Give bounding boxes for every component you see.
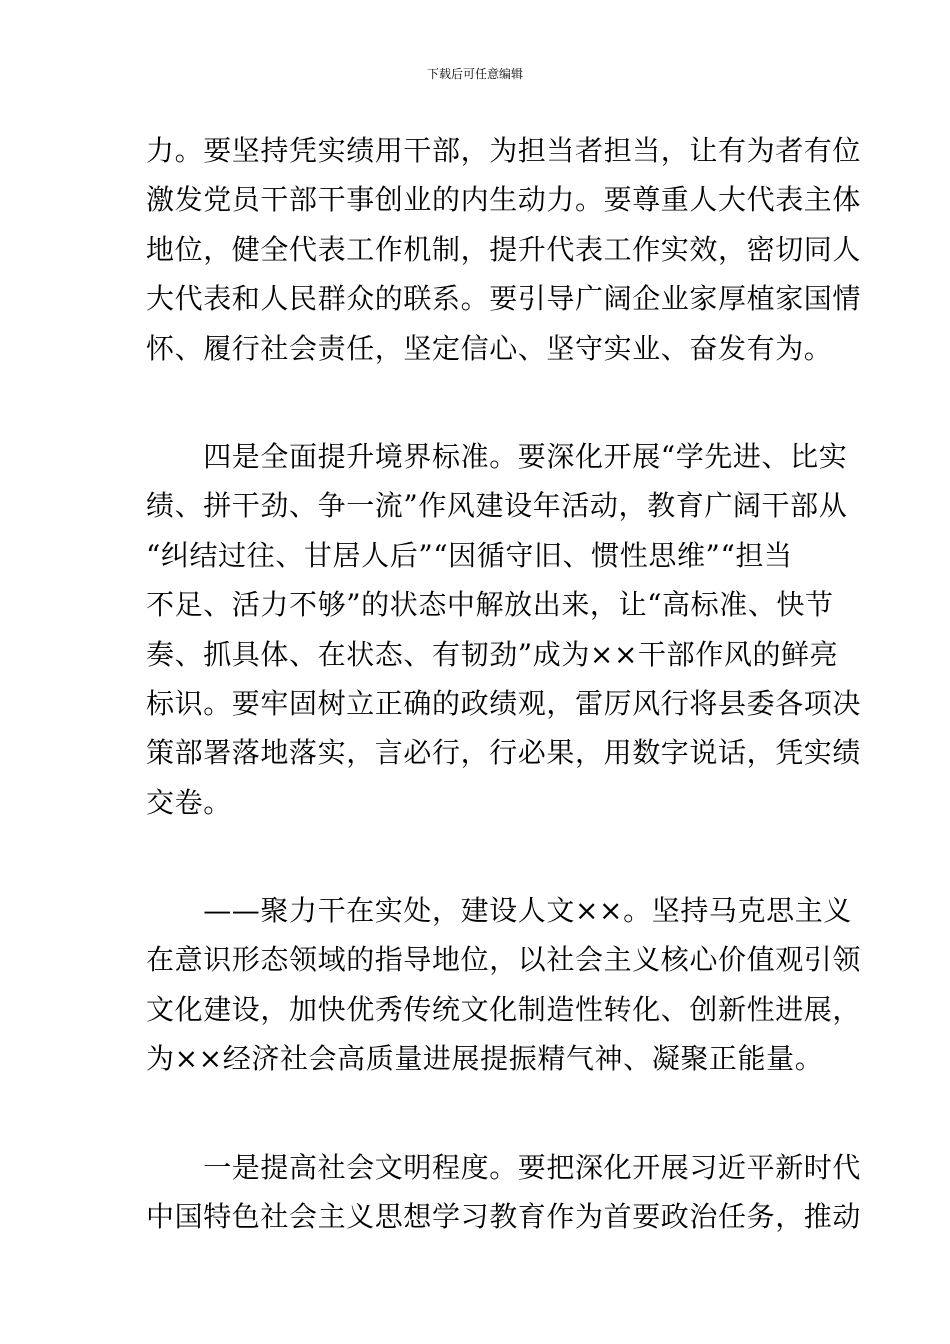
paragraph-gap bbox=[146, 373, 808, 432]
text-line: 为××经济社会高质量进展提振精气神、凝聚正能量。 bbox=[146, 1042, 824, 1076]
paragraph-standards bbox=[146, 432, 862, 827]
text-line: 地位，健全代表工作机制，提升代表工作实效，密切同人 bbox=[146, 232, 862, 266]
text-line: 交卷。 bbox=[146, 785, 232, 819]
text-line: 奏、抓具体、在状态、有韧劲”成为××干部作风的鲜亮 bbox=[146, 637, 839, 671]
paragraph-civilization bbox=[146, 1143, 862, 1242]
paragraph-gap bbox=[146, 827, 808, 886]
paragraph-gap bbox=[146, 1084, 808, 1143]
text-line: 中国特色社会主义思想学习教育作为首要政治任务，推动 bbox=[146, 1200, 862, 1234]
text-line: 在意识形态领域的指导地位，以社会主义核心价值观引领 bbox=[146, 943, 862, 977]
text-line: 激发党员干部干事创业的内生动力。要尊重人大代表主体 bbox=[146, 183, 862, 217]
text-line: 怀、履行社会责任，坚定信心、坚守实业、奋发有为。 bbox=[146, 331, 833, 365]
text-line: 四是全面提升境界标准。要深化开展“学先进、比实 bbox=[146, 439, 848, 473]
paragraph-cadre-motivation bbox=[146, 126, 862, 373]
text-line: 力。要坚持凭实绩用干部，为担当者担当，让有为者有位 bbox=[146, 134, 862, 167]
text-line: 策部署落地落实，言必行，行必果，用数字说话，凭实绩 bbox=[146, 736, 862, 770]
text-line: 不足、活力不够”的状态中解放出来，让“高标准、快节 bbox=[146, 588, 834, 622]
text-line: 一是提高社会文明程度。要把深化开展习近平新时代 bbox=[146, 1150, 862, 1184]
paragraph-culture bbox=[146, 886, 862, 1084]
text-line: 文化建设，加快优秀传统文化制造性转化、创新性进展， bbox=[146, 992, 862, 1026]
text-line: “纠结过往、甘居人后”“因循守旧、惯性思维”“担当 bbox=[146, 538, 793, 572]
text-line: ——聚力干在实处，建设人文××。坚持马克思主义 bbox=[146, 894, 852, 928]
text-line: 标识。要牢固树立正确的政绩观，雷厉风行将县委各项决 bbox=[146, 686, 862, 720]
body-text bbox=[146, 126, 862, 1241]
text-line: 绩、拼干劲、争一流”作风建设年活动，教育广阔干部从 bbox=[146, 489, 848, 523]
text-line: 大代表和人民群众的联系。要引导广阔企业家厚植家国情 bbox=[146, 282, 862, 316]
page-header-note: 下载后可任意编辑 bbox=[426, 67, 523, 81]
